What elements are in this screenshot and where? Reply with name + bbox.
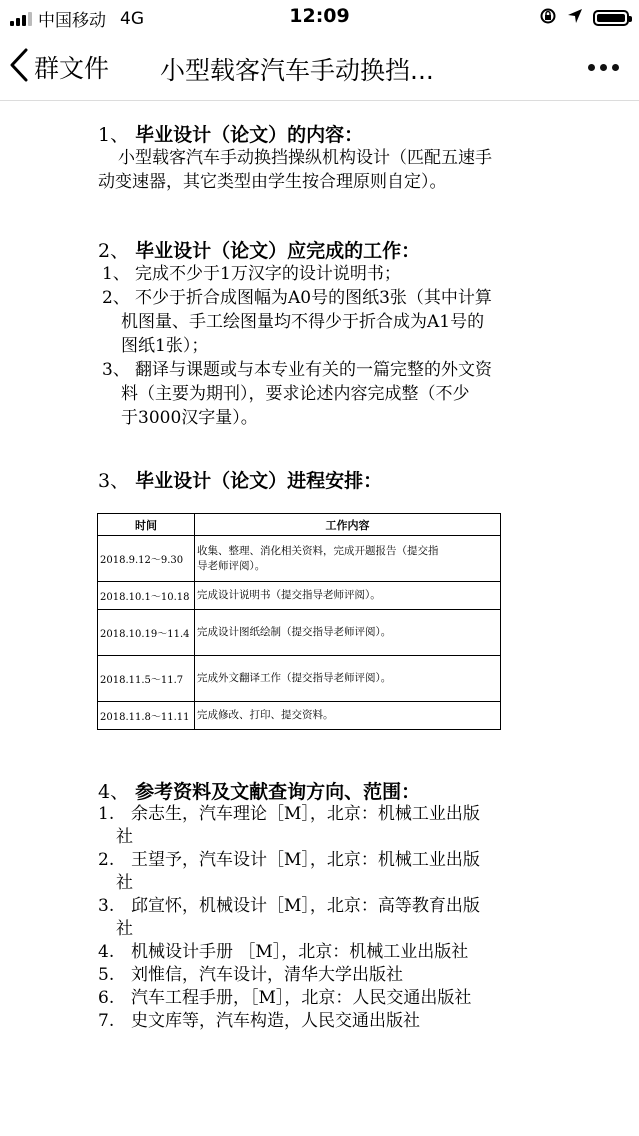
- table-cell-time: 2018.11.5～11.7: [98, 656, 195, 702]
- paragraph-line: 动变速器，其它类型由学生按合理原则自定）。: [98, 172, 447, 192]
- back-button[interactable]: [8, 47, 109, 87]
- table-row: [98, 610, 501, 656]
- document-view: 1、 毕业设计（论文）的内容： 小型载客汽车手动换挡操纵机构设计（匹配五速手 动变速器，其它类型由学生按合理原则自定）。 2、 毕业设计（论文）应完成的工作： 1、 完成不少于1万汉字的设计说明书； 2、 不少于折合成图幅为A0号的图纸3张（其中计算 机图量、手工绘图量均不得少于折合成为A1号的 图纸1张）； 3、 翻译与课题或与本专业有关的一篇完整的外文资 料（主要为期刊），要求论述内容完成整（不少 于3000汉字量）。 3、 毕业设计（论文）进程安排： 时间 工作内容 2018.9.12～9.30 收集、整理、消化相关资料，完成开题报告（提交指 导老师评阅）。 2018.10.1～10.18 完成设计说明书（提交指导老师评阅）。 2018.10.19～11.4 完成设计图纸绘制（提交指导老师评阅）。 2018.11.5～11.7 完成外文翻译工作（提交指导老师评阅）。 2018.11.8～11.11 完成修改、打印、提交资料。 4、 参考资料及文献查询方向、范围： 1. 余志生，汽车理论［M］，北京：机械工业出版 社 2. 王望予，汽车设计［M］，北京：机械工业出版 社 3. 邱宣怀，机械设计［M］，北京：高等教育出版 社 4. 机械设计手册 ［M］，北京：机械工业出版社 5. 刘惟信，汽车设计，清华大学出版社 6. 汽车工程手册，［M］，北京：人民交通出版社 7. 史文库等，汽车构造，人民交通出版社: [0, 101, 639, 1136]
- status-time: 12:09: [289, 5, 350, 27]
- table-header: 时间: [98, 514, 195, 536]
- more-icon[interactable]: [588, 64, 619, 71]
- location-icon: [567, 8, 583, 28]
- status-right: [539, 7, 629, 29]
- table-row: [98, 702, 501, 730]
- nav-bar: [0, 34, 639, 101]
- table-header-row: [98, 514, 501, 536]
- section-heading: 3、 毕业设计（论文）进程安排：: [98, 470, 383, 492]
- rotation-lock-icon: [539, 7, 557, 29]
- table-cell-time: 2018.10.1～10.18: [98, 582, 195, 610]
- table-row: [98, 582, 501, 610]
- table-cell-time: 2018.10.19～11.4: [98, 610, 195, 656]
- network-label: 4G: [120, 8, 144, 29]
- table-cell-content: 收集、整理、消化相关资料，完成开题报告（提交指 导老师评阅）。: [195, 536, 501, 582]
- table-header: 工作内容: [195, 514, 501, 536]
- chevron-left-icon: [8, 47, 30, 87]
- table-cell-content: 完成设计说明书（提交指导老师评阅）。: [195, 582, 501, 610]
- schedule-table: [97, 513, 501, 730]
- table-cell-time: 2018.11.8～11.11: [98, 702, 195, 730]
- back-label: 群文件: [34, 54, 110, 83]
- section-heading: 2、 毕业设计（论文）应完成的工作：: [98, 240, 421, 262]
- table-cell-time: 2018.9.12～9.30: [98, 536, 195, 582]
- paragraph-line: 小型载客汽车手动换挡操纵机构设计（匹配五速手: [118, 148, 492, 168]
- table-row: [98, 536, 501, 582]
- carrier-label: 中国移动: [38, 11, 106, 31]
- battery-icon: [593, 10, 629, 26]
- table-row: [98, 656, 501, 702]
- status-bar: [0, 0, 639, 34]
- table-cell-content: 完成设计图纸绘制（提交指导老师评阅）。: [195, 610, 501, 656]
- section-heading: 4、 参考资料及文献查询方向、范围：: [98, 781, 421, 803]
- page-title: 小型载客汽车手动换挡...: [160, 56, 434, 85]
- section-heading: 1、 毕业设计（论文）的内容：: [98, 124, 364, 146]
- table-cell-content: 完成外文翻译工作（提交指导老师评阅）。: [195, 656, 501, 702]
- table-cell-content: 完成修改、打印、提交资料。: [195, 702, 501, 730]
